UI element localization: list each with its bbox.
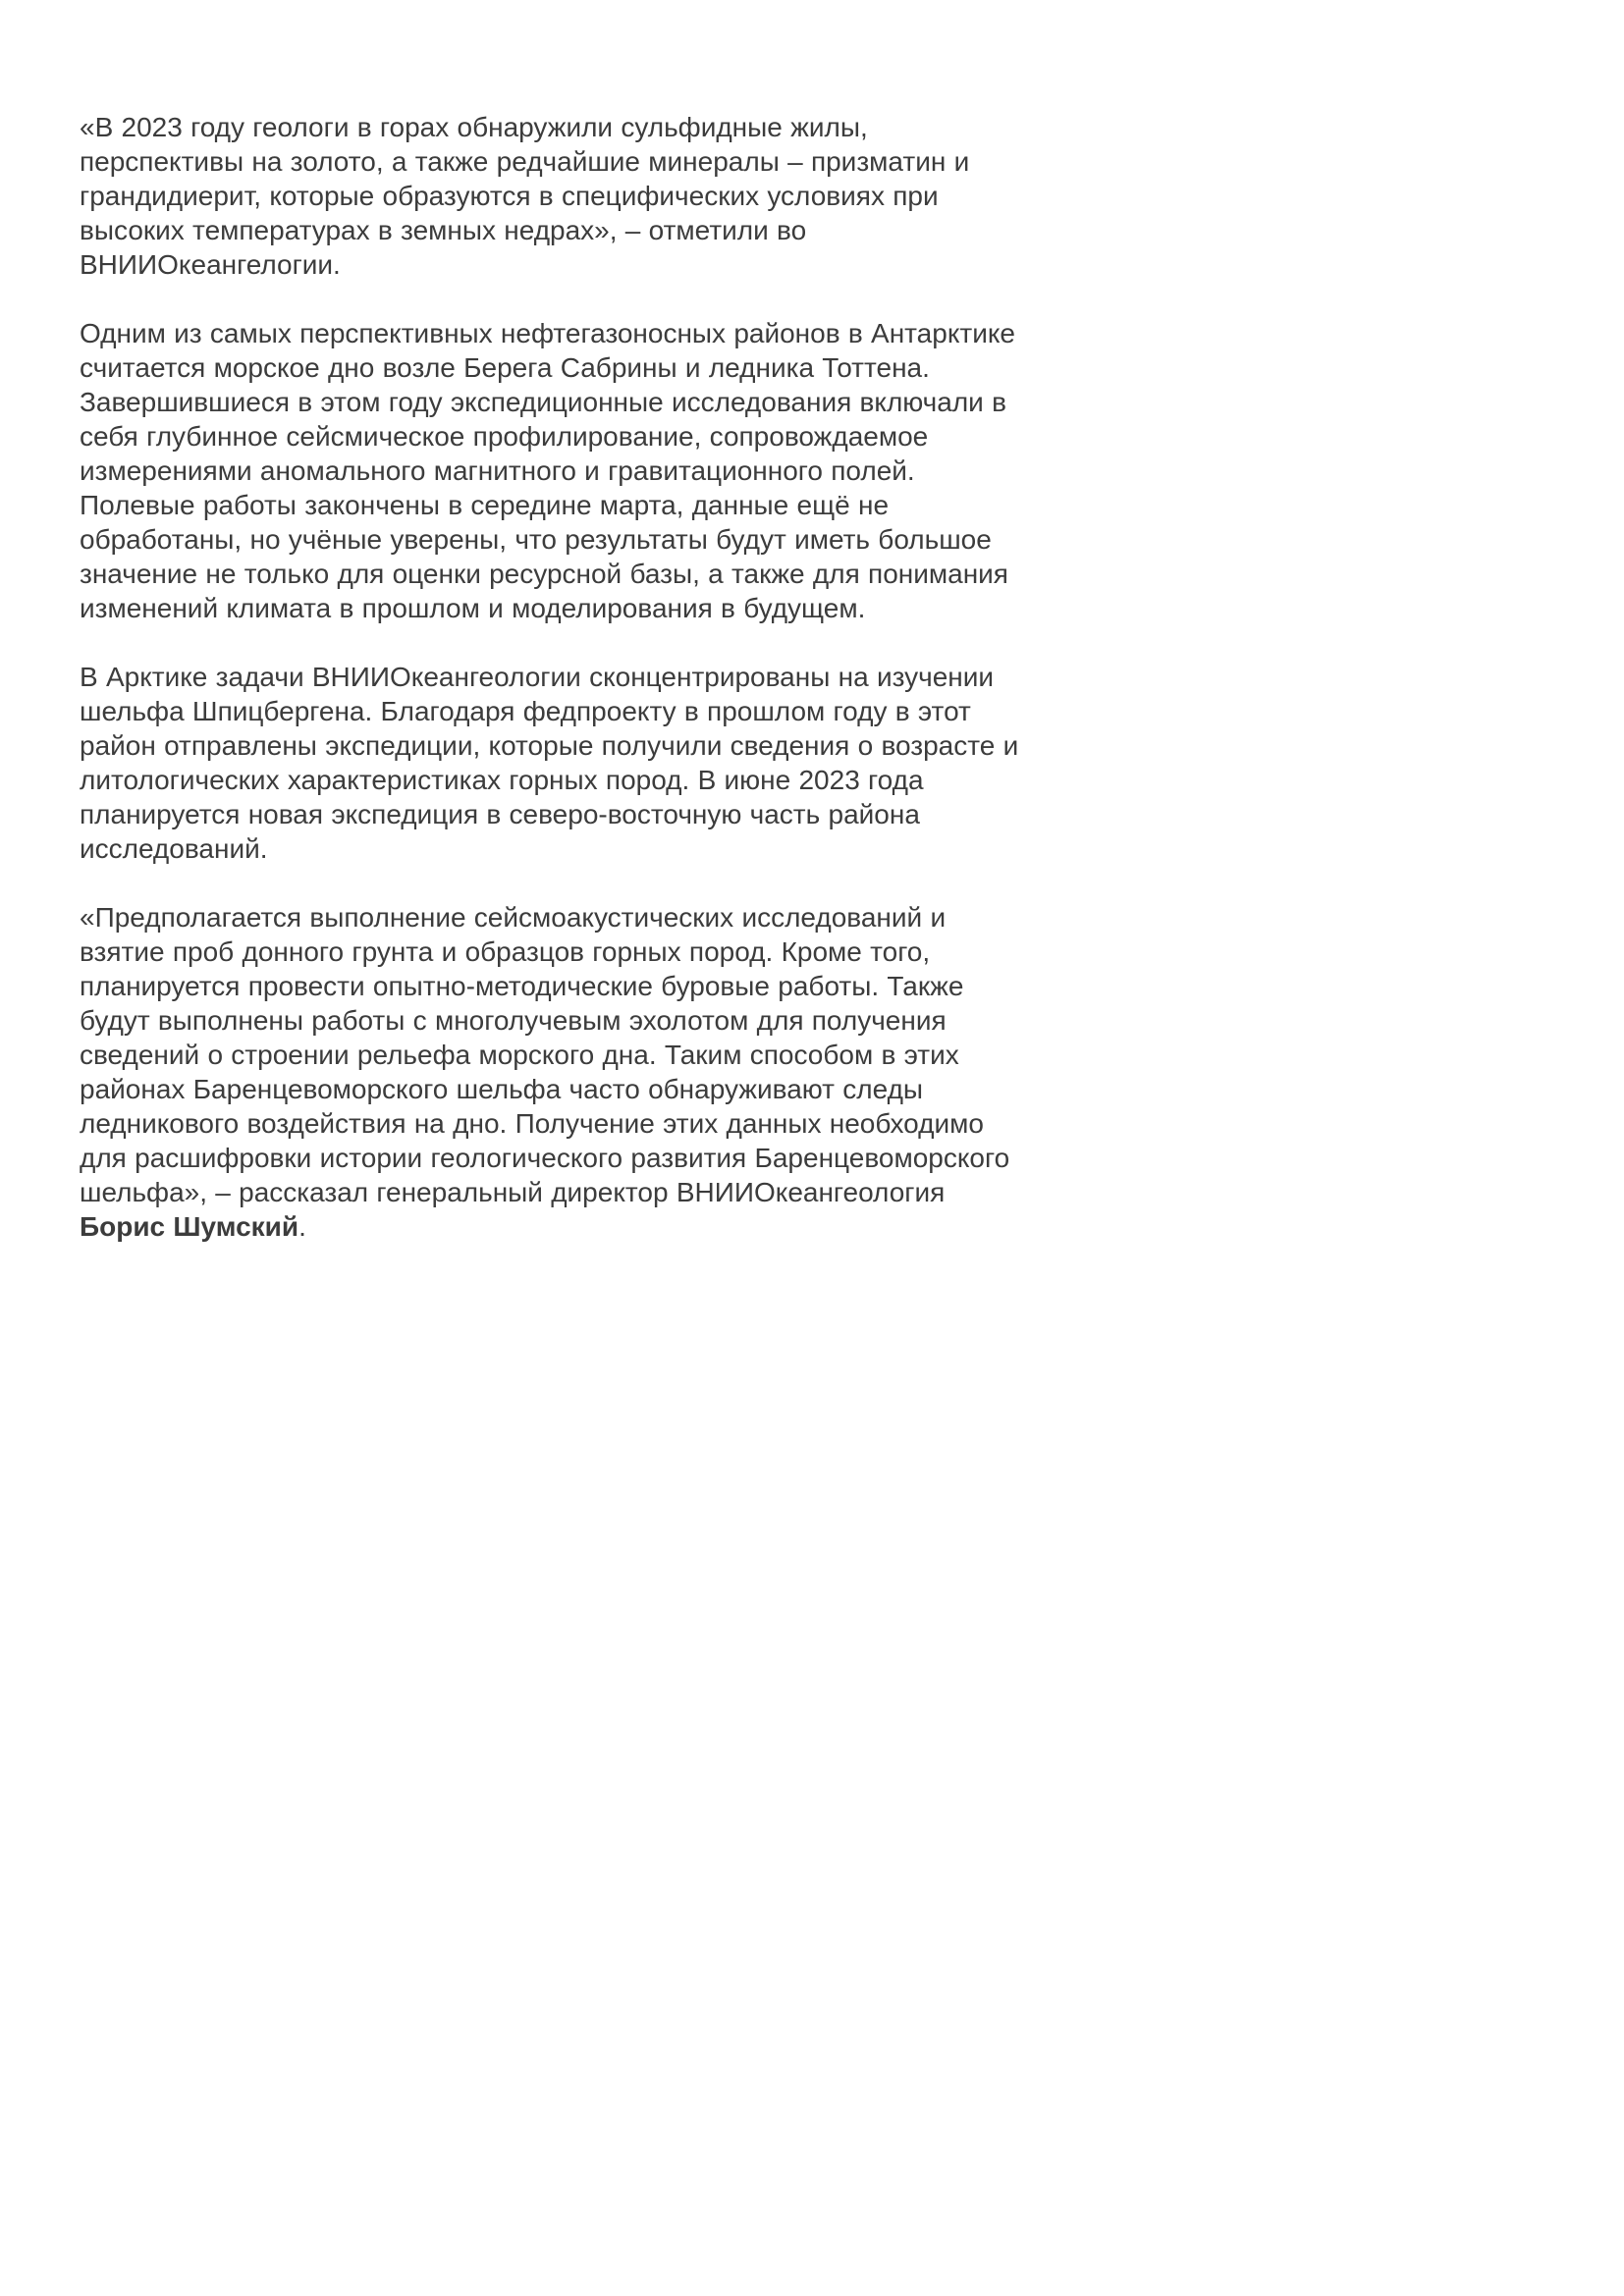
paragraph-quote-director bbox=[80, 900, 1024, 1244]
text-block bbox=[80, 110, 1024, 1278]
director-name: Борис Шумский bbox=[80, 1211, 299, 1242]
paragraph-antarctic-research: Одним из самых перспективных нефтегазоносных районов в Антарктике считается морское дно возле Берега Сабрины и ледника Тоттена. Завершившиеся в этом году экспедиционные исследования включали в себя глубинное сейсмическое профилирование, сопровождаемое измерениями аномального магнитного и гравитационного полей. Полевые работы закончены в середине марта, данные ещё не обработаны, но учёные уверены, что результаты будут иметь большое значение не только для оценки ресурсной базы, а также для понимания изменений климата в прошлом и моделирования в будущем. bbox=[80, 318, 1015, 623]
paragraph-quote-minerals: «В 2023 году геологи в горах обнаружили сульфидные жилы, перспективы на золото, а также редчайшие минералы – призматин и грандидиерит, которые образуются в специфических условиях при высоких температурах в земных недрах», – отметили во ВНИИОкеангелогии. bbox=[80, 112, 970, 280]
paragraph-quote-director-text: «Предполагается выполнение сейсмоакустических исследований и взятие проб донного грунта и образцов горных пород. Кроме того, планируется провести опытно-методические буровые работы. Также будут выполнены работы с многолучевым эхолотом для получения сведений о строении рельефа морского дна. Таким способом в этих районах Баренцевоморского шельфа часто обнаруживают следы ледникового воздействия на дно. Получение этих данных необходимо для расшифровки истории геологического развития Баренцевоморского шельфа», – рассказал генеральный директор ВНИИОкеангеология bbox=[80, 902, 1010, 1207]
paragraph-quote-director-end: . bbox=[298, 1211, 306, 1242]
paragraph-arctic-tasks: В Арктике задачи ВНИИОкеангеологии сконцентрированы на изучении шельфа Шпицбергена. Благодаря федпроекту в прошлом году в этот район отправлены экспедиции, которые получили сведения о возрасте и литологических характеристиках горных пород. В июне 2023 года планируется новая экспедиция в северо-восточную часть района исследований. bbox=[80, 662, 1019, 864]
